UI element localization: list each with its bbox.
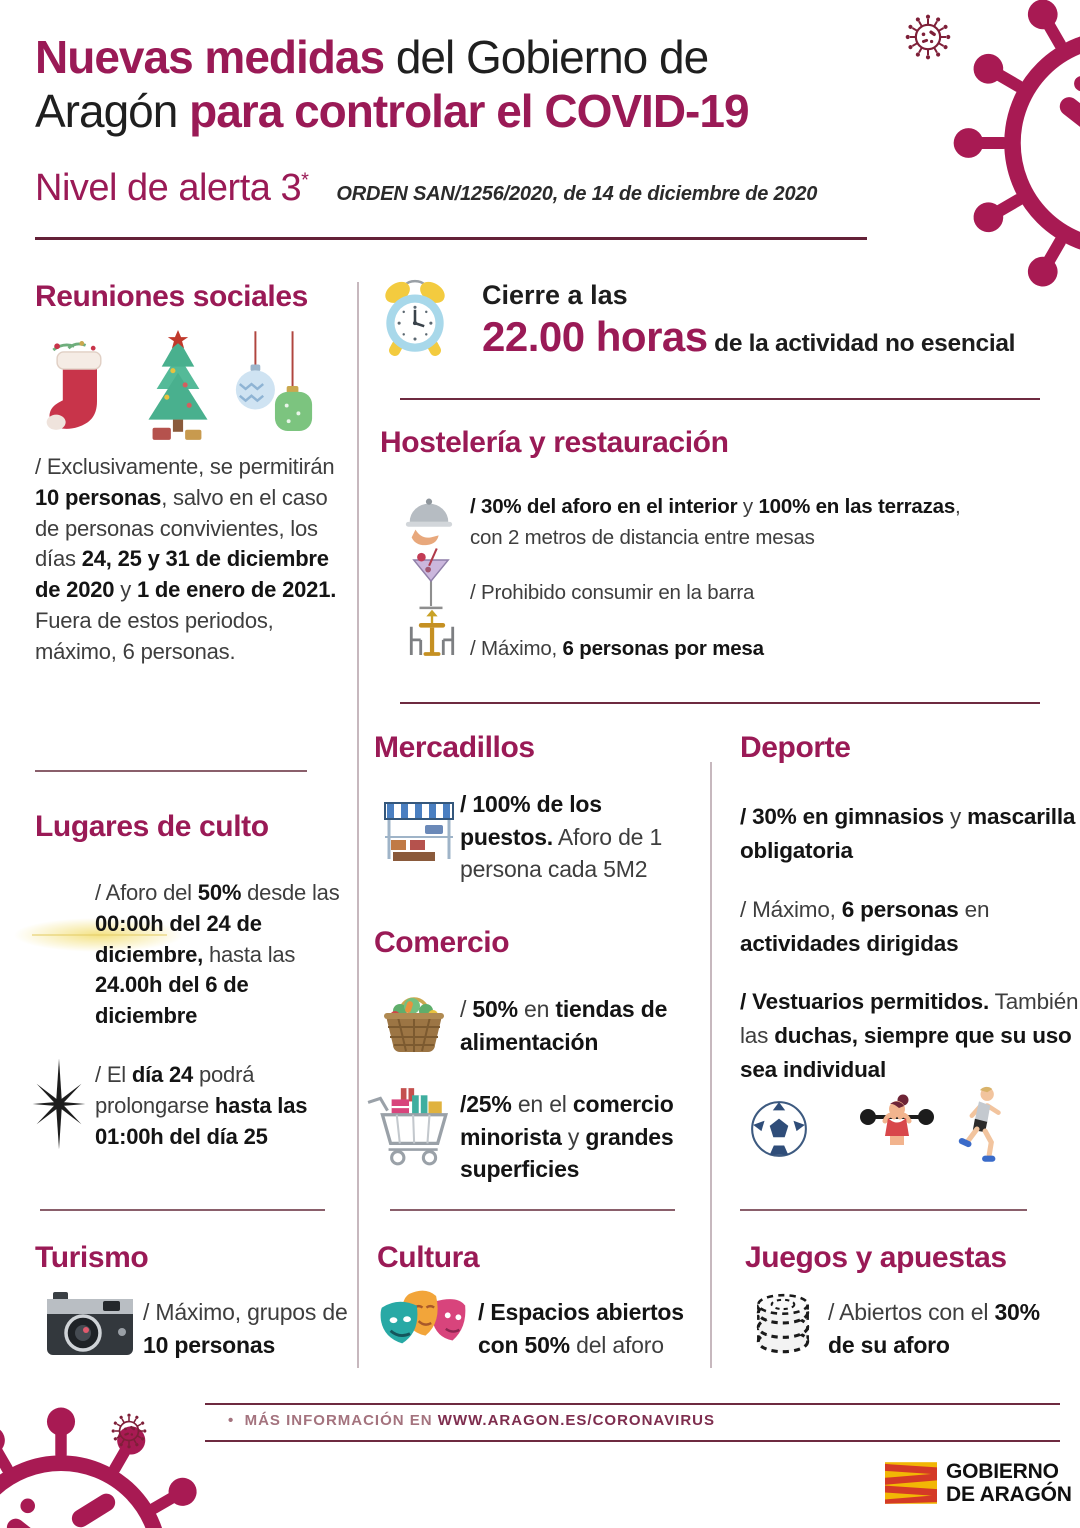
section-heading-culto: Lugares de culto	[35, 810, 269, 843]
culto-item-dia24: / El día 24 podrá prolongarse hasta las 01:00h del día 25	[95, 1062, 308, 1149]
cultura-text: / Espacios abiertos con 50% del aforo	[478, 1299, 684, 1358]
virus-icon	[952, 0, 1080, 308]
deporte-item-vestuarios: / Vestuarios permitidos. También las duchas, siempre que su uso sea individual	[740, 989, 1079, 1082]
section-heading-hosteleria: Hostelería y restauración	[380, 426, 729, 459]
market-stall-icon	[383, 795, 455, 867]
section-rule	[400, 702, 1040, 704]
running-icon	[948, 1084, 1010, 1170]
reuniones-text: / Exclusivamente, se permitirán 10 personas, salvo en el caso de personas convivientes, los días 24, 25 y 31 de diciembre de 2020 y 1 de enero de 2021. Fuera de estos periodos, máximo, 6 personas.	[35, 454, 337, 664]
section-heading-juegos: Juegos y apuestas	[745, 1241, 1007, 1274]
closure-tail: de la actividad no esencial	[707, 330, 1016, 357]
poker-chips-icon	[752, 1288, 814, 1362]
hosteleria-item-mesa: / Máximo, 6 personas por mesa	[470, 637, 764, 660]
hosteleria-item-aforo: / 30% del aforo en el interior y 100% en las terrazas, con 2 metros de distancia entre mesas	[470, 495, 961, 549]
ornaments-icon	[230, 330, 316, 442]
cloche-icon	[402, 490, 456, 548]
footer-rule-bottom	[205, 1440, 1060, 1442]
page-title: Nuevas medidas del Gobierno de Aragón para controlar el COVID-19	[35, 31, 749, 138]
soccer-ball-icon	[748, 1098, 810, 1160]
hosteleria-item-barra: / Prohibido consumir en la barra	[470, 581, 755, 604]
section-divider	[740, 1209, 1027, 1211]
header-rule	[35, 237, 867, 240]
grocery-basket-icon	[378, 985, 450, 1057]
comercio-item-minorista: /25% en el comercio minorista y grandes superficies	[460, 1091, 674, 1183]
footer-info: • MÁS INFORMACIÓN EN WWW.ARAGON.ES/CORONAVIRUS	[228, 1412, 715, 1429]
section-heading-turismo: Turismo	[35, 1241, 149, 1274]
column-separator	[357, 282, 359, 1368]
footer-rule-top	[205, 1403, 1060, 1405]
section-heading-comercio: Comercio	[374, 926, 510, 959]
christmas-tree-icon	[132, 330, 224, 444]
section-heading-reuniones: Reuniones sociales	[35, 280, 308, 313]
section-rule	[400, 398, 1040, 400]
deporte-item-gimnasios: / 30% en gimnasios y mascarilla obligatoria	[740, 804, 1076, 863]
culto-item-aforo: / Aforo del 50% desde las 00:00h del 24 de diciembre, hasta las 24.00h del 6 de diciembre	[95, 880, 340, 1029]
alarm-clock-icon	[378, 276, 452, 360]
shopping-cart-icon	[364, 1082, 452, 1170]
closure-time: 22.00 horas	[482, 313, 708, 360]
section-divider	[35, 770, 307, 772]
order-reference: ORDEN SAN/1256/2020, de 14 de diciembre de 2020	[336, 183, 818, 205]
closure-banner	[482, 280, 1015, 361]
section-divider	[40, 1209, 325, 1211]
column-separator	[710, 762, 712, 1368]
section-divider	[390, 1209, 675, 1211]
section-heading-deporte: Deporte	[740, 731, 851, 764]
footer-url: WWW.ARAGON.ES/CORONAVIRUS	[437, 1412, 715, 1429]
section-heading-cultura: Cultura	[377, 1241, 480, 1274]
comercio-item-alimentacion: / 50% en tiendas de alimentación	[460, 996, 668, 1055]
sparkle-star-icon	[26, 1056, 92, 1152]
closure-lead: Cierre a las	[482, 280, 628, 310]
juegos-text: / Abiertos con el 30% de su aforo	[828, 1299, 1040, 1358]
deporte-item-actividades: / Máximo, 6 personas en actividades dirigidas	[740, 897, 990, 956]
virus-outline-icon	[108, 1410, 150, 1452]
weightlifting-icon	[856, 1092, 938, 1164]
theater-masks-icon	[378, 1286, 470, 1364]
logo-text: GOBIERNO DE ARAGÓN	[946, 1460, 1072, 1507]
camera-icon	[45, 1290, 135, 1360]
section-heading-mercadillos: Mercadillos	[374, 731, 535, 764]
alert-level: Nivel de alerta 3*	[35, 167, 309, 209]
gobierno-aragon-logo	[885, 1460, 1072, 1506]
stocking-icon	[40, 335, 116, 443]
alert-row	[35, 167, 1035, 210]
turismo-text: / Máximo, grupos de 10 personas	[143, 1299, 348, 1358]
mercadillos-text: / 100% de los puestos. Aforo de 1 persona cada 5M2	[460, 791, 663, 883]
aragon-flag-icon	[885, 1461, 937, 1505]
terrace-table-icon	[400, 608, 464, 668]
